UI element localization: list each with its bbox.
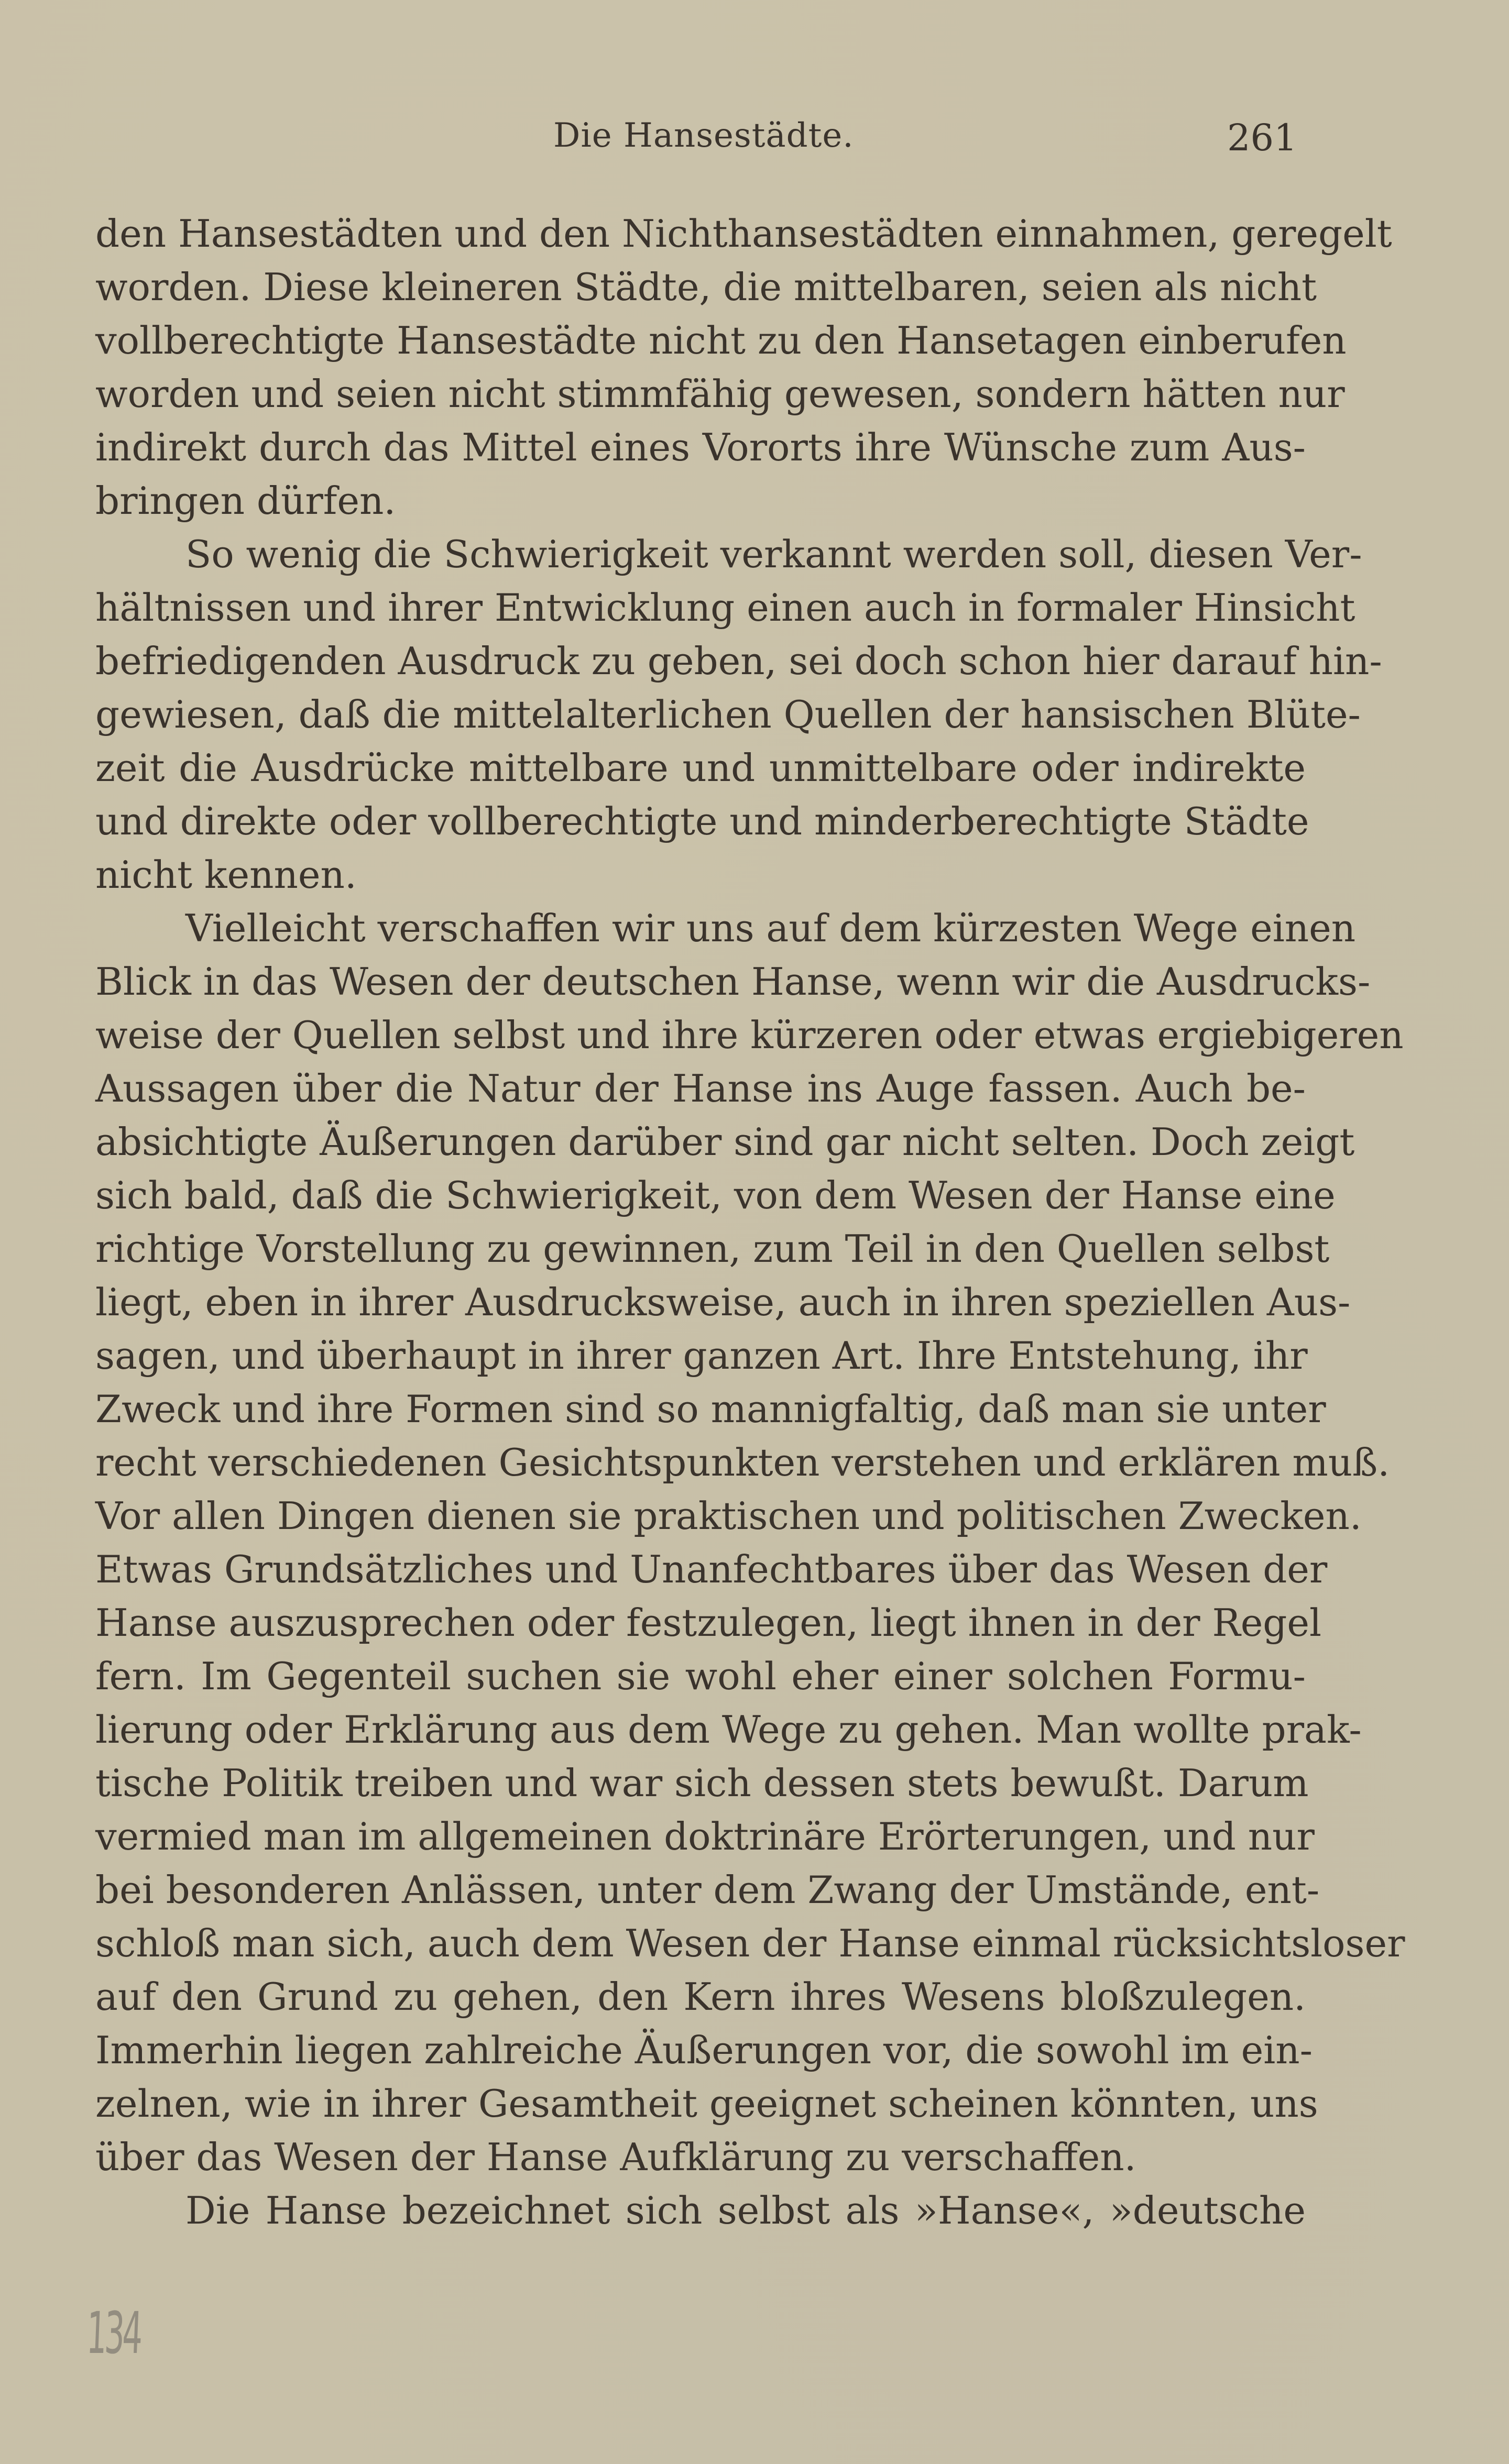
text-line: hältnissen und ihrer Entwicklung einen auch in formaler Hinsicht [95, 586, 1355, 630]
text-line: recht verschiedenen Gesichtspunkten verstehen und erklären muß. [95, 1440, 1390, 1484]
text-line: Die Hanse bezeichnet sich selbst als »Hanse«, »deutsche [185, 2188, 1306, 2232]
text-line: So wenig die Schwierigkeit verkannt werden soll, diesen Ver- [185, 532, 1362, 576]
text-line: nicht kennen. [95, 853, 357, 897]
text-line: zelnen, wie in ihrer Gesamtheit geeignet scheinen könnten, uns [95, 2082, 1318, 2126]
text-line: über das Wesen der Hanse Aufklärung zu verschaffen. [95, 2135, 1136, 2179]
text-line: vermied man im allgemeinen doktrinäre Erörterungen, und nur [95, 1814, 1315, 1858]
text-line: Zweck und ihre Formen sind so mannigfaltig, daß man sie unter [95, 1387, 1326, 1431]
text-line: schloß man sich, auch dem Wesen der Hanse einmal rücksichtsloser [95, 1921, 1405, 1965]
text-line: absichtigte Äußerungen darüber sind gar nicht selten. Doch zeigt [95, 1120, 1355, 1164]
text-line: zeit die Ausdrücke mittelbare und unmittelbare oder indirekte [95, 746, 1306, 790]
text-line: sich bald, daß die Schwierigkeit, von dem Wesen der Hanse eine [95, 1173, 1336, 1217]
text-line: tische Politik treiben und war sich dessen stets bewußt. Darum [95, 1761, 1309, 1805]
text-line: gewiesen, daß die mittelalterlichen Quellen der hansischen Blüte- [95, 692, 1361, 736]
running-head-title: Die Hansestädte. [553, 116, 854, 155]
text-line: indirekt durch das Mittel eines Vororts ihre Wünsche zum Aus- [95, 425, 1306, 469]
text-line: und direkte oder vollberechtigte und minderberechtigte Städte [95, 799, 1309, 843]
text-line: Etwas Grundsätzliches und Unanfechtbares über das Wesen der [95, 1547, 1328, 1591]
text-line: Blick in das Wesen der deutschen Hanse, wenn wir die Ausdrucks- [95, 960, 1371, 1004]
text-line: sagen, und überhaupt in ihrer ganzen Art. Ihre Entstehung, ihr [95, 1334, 1308, 1378]
page-number: 261 [1227, 116, 1297, 159]
text-line: Aussagen über die Natur der Hanse ins Auge fassen. Auch be- [95, 1066, 1306, 1110]
body-text [95, 207, 1405, 2237]
text-line: Hanse auszusprechen oder festzulegen, liegt ihnen in der Regel [95, 1601, 1322, 1645]
text-line: bei besonderen Anlässen, unter dem Zwang der Umstände, ent- [95, 1868, 1320, 1912]
text-line: richtige Vorstellung zu gewinnen, zum Teil in den Quellen selbst [95, 1227, 1330, 1271]
text-line: weise der Quellen selbst und ihre kürzeren oder etwas ergiebigeren [95, 1013, 1404, 1057]
text-line: worden. Diese kleineren Städte, die mittelbaren, seien als nicht [95, 265, 1317, 309]
text-line: befriedigenden Ausdruck zu geben, sei doch schon hier darauf hin- [95, 639, 1382, 683]
text-line: fern. Im Gegenteil suchen sie wohl eher einer solchen Formu- [95, 1654, 1306, 1698]
text-line: lierung oder Erklärung aus dem Wege zu gehen. Man wollte prak- [95, 1708, 1362, 1752]
text-line: liegt, eben in ihrer Ausdrucksweise, auch in ihren speziellen Aus- [95, 1280, 1351, 1324]
text-line: Immerhin liegen zahlreiche Äußerungen vor, die sowohl im ein- [95, 2028, 1313, 2072]
text-line: bringen dürfen. [95, 479, 396, 523]
text-line: Vor allen Dingen dienen sie praktischen und politischen Zwecken. [95, 1494, 1362, 1538]
text-line: worden und seien nicht stimmfähig gewesen, sondern hätten nur [95, 372, 1345, 416]
text-line: den Hansestädten und den Nichthansestädten einnahmen, geregelt [95, 212, 1392, 256]
text-line: vollberechtigte Hansestädte nicht zu den Hansetagen einberufen [95, 318, 1347, 362]
text-line: auf den Grund zu gehen, den Kern ihres Wesens bloßzulegen. [95, 1975, 1306, 2019]
text-line: Vielleicht verschaffen wir uns auf dem kürzesten Wege einen [185, 906, 1356, 950]
handwritten-page-annotation: 134 [85, 2300, 142, 2367]
